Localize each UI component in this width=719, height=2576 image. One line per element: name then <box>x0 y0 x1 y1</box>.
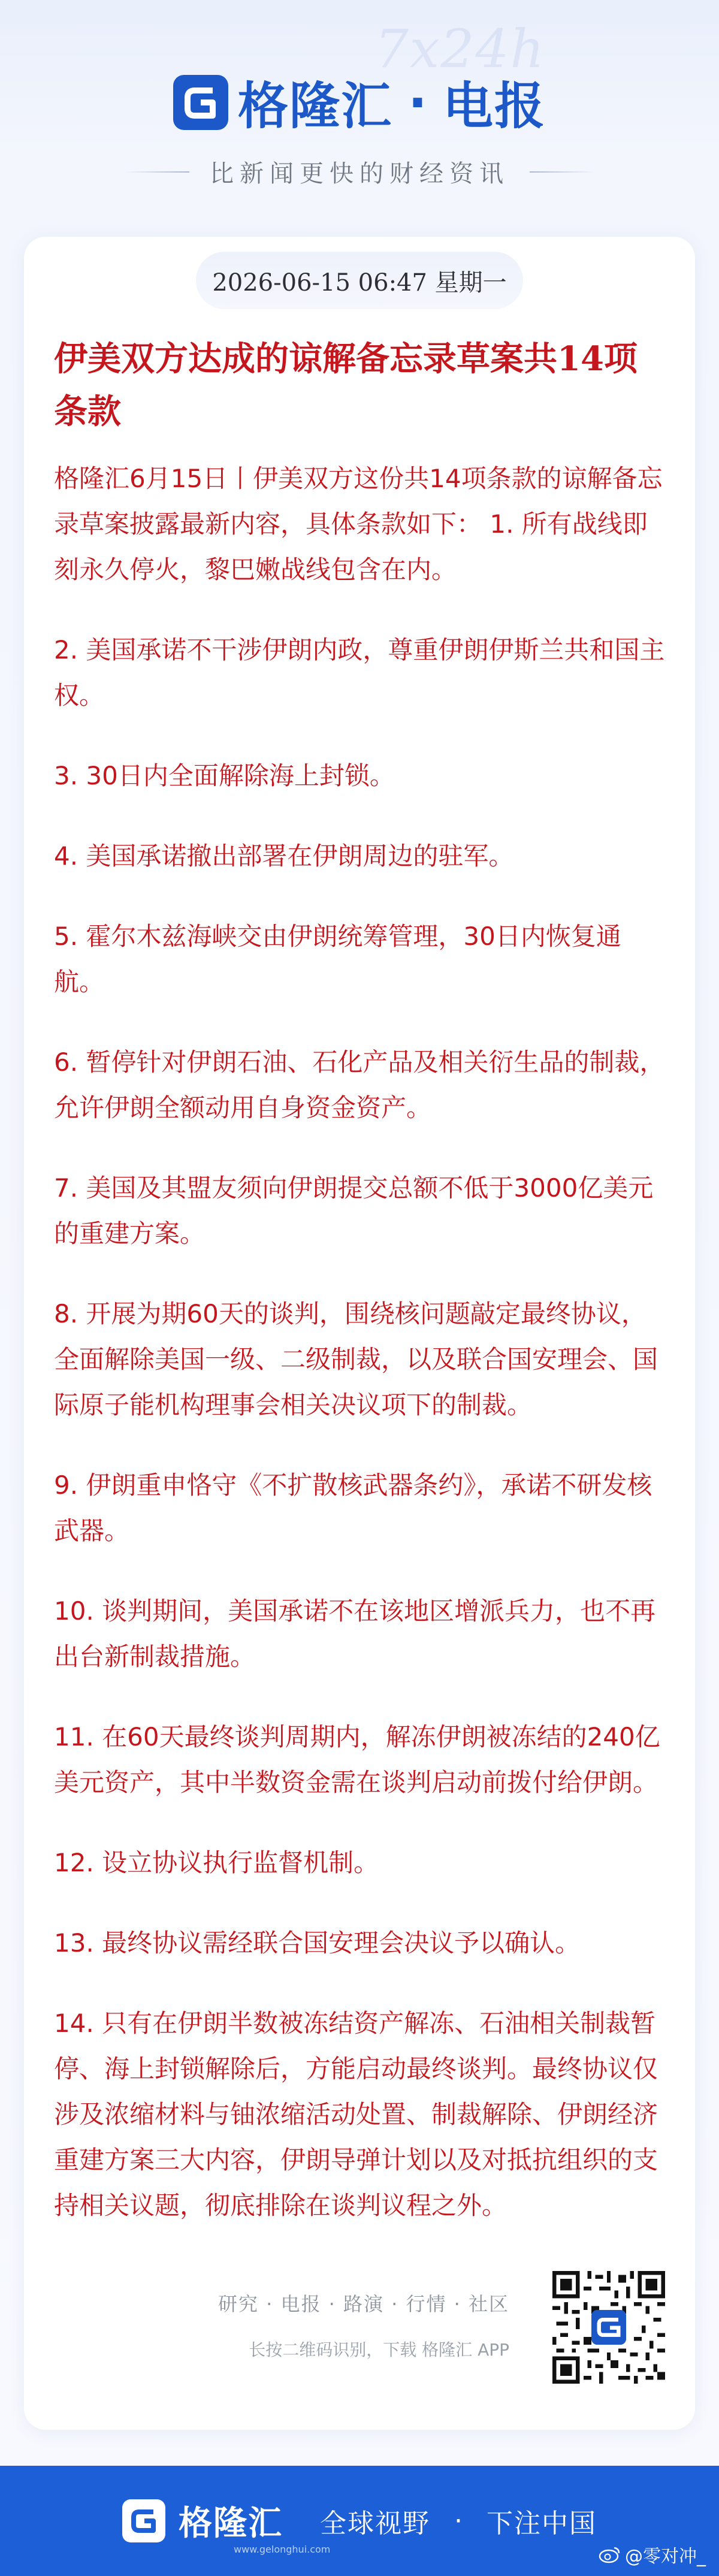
datetime-badge: 2026-06-15 06:47 星期一 <box>196 252 523 309</box>
bottom-slogan-right: 下注中国 <box>487 2508 597 2539</box>
paragraph-clause-10: 10. 谈判期间，美国承诺不在该地区增派兵力，也不再出台新制裁措施。 <box>54 1596 656 1671</box>
paragraph-clause-3: 3. 30日内全面解除海上封锁。 <box>54 761 395 790</box>
paragraph-clause-11: 11. 在60天最终谈判周期内，解冻伊朗被冻结的240亿美元资产，其中半数资金需在谈判启动前拨付给伊朗。 <box>54 1722 660 1797</box>
bottom-slogan-left: 全球视野 <box>320 2508 430 2539</box>
article-card <box>24 237 695 2430</box>
weibo-watermark <box>599 2541 706 2568</box>
brand-separator: · <box>408 73 427 132</box>
card-footer <box>54 2259 665 2391</box>
gelonghui-logo-icon <box>122 2499 165 2542</box>
weibo-handle: @零对冲_ <box>625 2546 706 2567</box>
channel-name: 电报 <box>442 77 546 135</box>
footer-sections: 研究 · 电报 · 路演 · 行情 · 社区 <box>217 2293 509 2315</box>
brand-row <box>0 66 719 138</box>
paragraph-clause-7: 7. 美国及其盟友须向伊朗提交总额不低于3000亿美元的重建方案。 <box>54 1173 654 1248</box>
paragraph-clause-12: 12. 设立协议执行监督机制。 <box>54 1848 379 1877</box>
brand-name: 格隆汇 <box>238 77 393 135</box>
watermark-7x24h: 7x24h <box>374 18 545 80</box>
article-title: 伊美双方达成的谅解备忘录草案共14项条款 <box>54 339 638 431</box>
bottom-brand-name: 格隆汇 <box>179 2504 283 2543</box>
paragraph-intro: 格隆汇6月15日丨伊美双方这份共14项条款的谅解备忘录草案披露最新内容，具体条款如下： 1. 所有战线即刻永久停火，黎巴嫩战线包含在内。 <box>54 464 663 584</box>
qr-code-icon[interactable] <box>552 2271 665 2384</box>
paragraph-clause-5: 5. 霍尔木兹海峡交由伊朗统筹管理，30日内恢复通航。 <box>54 922 621 996</box>
bottom-bar <box>0 2466 719 2576</box>
article-body <box>54 456 665 2263</box>
paragraph-clause-13: 13. 最终协议需经联合国安理会决议予以确认。 <box>54 1928 581 1958</box>
slogan-row <box>0 155 719 189</box>
bottom-domain: www.gelonghui.com <box>234 2544 331 2555</box>
slogan-divider-left <box>123 171 189 173</box>
paragraph-clause-2: 2. 美国承诺不干涉伊朗内政，尊重伊朗伊斯兰共和国主权。 <box>54 635 665 710</box>
slogan: 比新闻更快的财经资讯 <box>210 160 509 188</box>
bottom-separator: · <box>454 2505 463 2536</box>
slogan-divider-right <box>530 171 596 173</box>
paragraph-clause-14: 14. 只有在伊朗半数被冻结资产解冻、石油相关制裁暂停、海上封锁解除后，方能启动最终谈判。最终协议仅涉及浓缩材料与铀浓缩活动处置、制裁解除、伊朗经济重建方案三大内容，伊朗导弹计划以及对抵抗组织的支持相关议题，彻底排除在谈判议程之外。 <box>54 2009 658 2220</box>
paragraph-clause-8: 8. 开展为期60天的谈判，围绕核问题敲定最终协议，全面解除美国一级、二级制裁，以及联合国安理会、国际原子能机构理事会相关决议项下的制裁。 <box>54 1299 658 1420</box>
header <box>0 0 719 228</box>
paragraph-clause-6: 6. 暂停针对伊朗石油、石化产品及相关衍生品的制裁，允许伊朗全额动用自身资金资产。 <box>54 1047 665 1122</box>
weibo-icon <box>599 2545 621 2563</box>
gelonghui-logo-icon <box>173 75 228 130</box>
download-hint: 长按二维码识别，下载 格隆汇 APP <box>249 2340 509 2360</box>
paragraph-clause-4: 4. 美国承诺撤出部署在伊朗周边的驻军。 <box>54 841 514 871</box>
bottom-brand-row <box>0 2497 719 2545</box>
paragraph-clause-9: 9. 伊朗重申恪守《不扩散核武器条约》，承诺不研发核武器。 <box>54 1470 652 1545</box>
